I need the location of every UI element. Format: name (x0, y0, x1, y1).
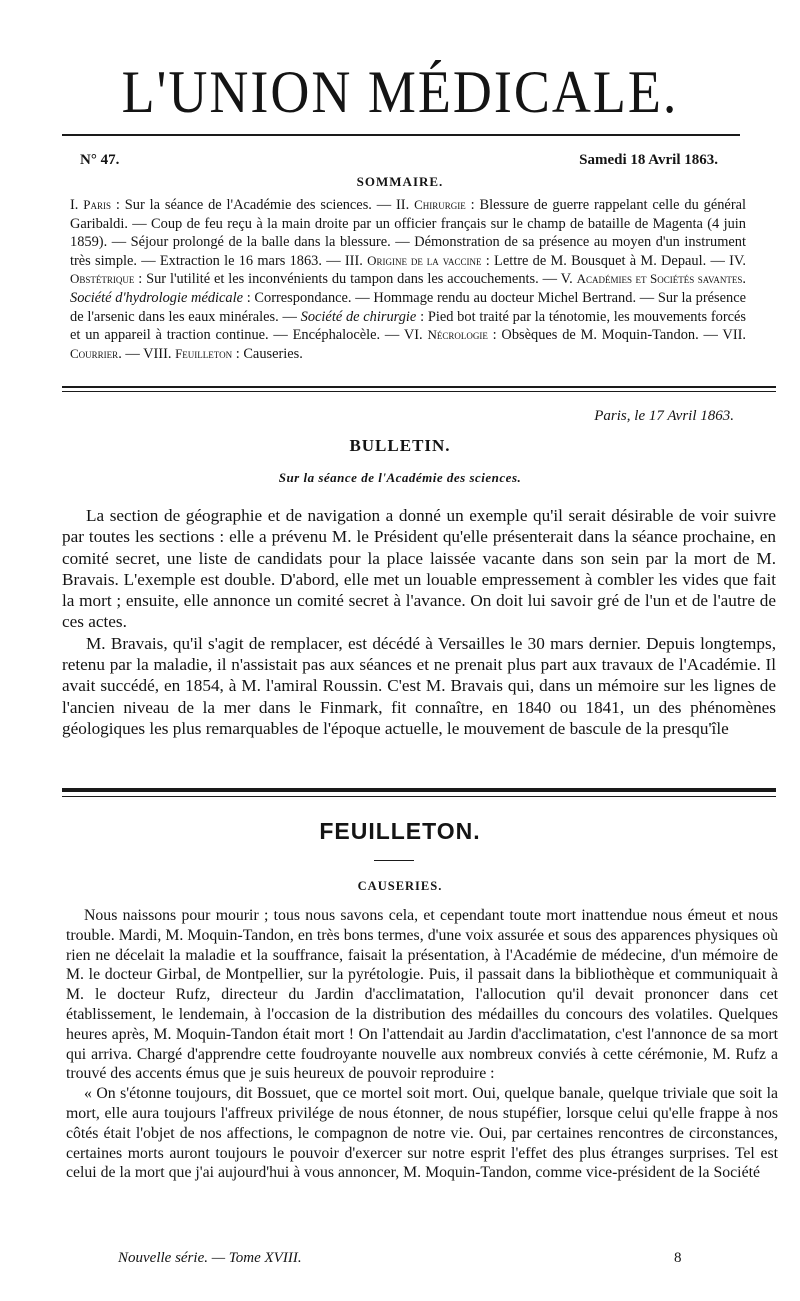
sommaire-heading: SOMMAIRE. (356, 174, 444, 189)
feuilleton-thick-rule (62, 788, 776, 792)
feuilleton-heading: FEUILLETON. (319, 818, 481, 844)
causeries-heading: CAUSERIES. (357, 879, 443, 893)
bulletin-body (62, 505, 776, 739)
masthead-rule (62, 134, 740, 136)
bulletin-subheading: Sur la séance de l'Académie des sciences. (278, 470, 522, 485)
sommaire-section-name: Feuilleton (175, 345, 233, 361)
feuilleton-short-rule (374, 860, 414, 861)
feuilleton-paragraph: « On s'étonne toujours, dit Bossuet, que ce mortel soit mort. Oui, quelque banale, quelque triviale que soit la mort, elle aura toujours l'affreux privilége de nous étonner, de nous stupéfier, lorsque celui qu'elle frappe à nos côtés était l'objet de nos affections, le compagnon de notre vie. Oui, par certaines rencontres de circonstances, certaines morts auront toujours le pouvoir d'exercer sur notre esprit l'effet des plus étranges surprises. Tel est celui de la mort que j'ai aujourd'hui à vous annoncer, M. Moquin-Tandon, comme vice-président de la Société (66, 1085, 778, 1182)
sommaire-section-name: Chirurgie (414, 197, 466, 212)
masthead-title: L'UNION MÉDICALE. (121, 58, 679, 126)
sommaire-part: : Obsèques de M. Moquin-Tandon. — VII. (487, 327, 746, 344)
sommaire-part: : Blessure de guerre rappelant celle du général Garibaldi. — Coup de feu reçu à la main droite par un officier français sur le champ de bataille de Magenta (4 juin 1859). — Séjour prolongé de la balle dans la blessure. — Démonstration de sa présence au moyen d'un instrument très simple. — Extraction le 16 mars 1863. — III. (70, 197, 746, 269)
bulletin-dateline: Paris, le 17 Avril 1863. (594, 408, 734, 424)
sommaire-part: I. (70, 197, 84, 213)
feuilleton-paragraph: Nous naissons pour mourir ; tous nous savons cela, et cependant toute mort inattendue nous émeut et nous trouble. Mardi, M. Moquin-Tandon, en très bons termes, d'une voix assurée et sous des apparences physiques où rien ne décelait la maladie et la souffrance, faisait la présentation, à l'Académie de médecine, d'un mémoire de M. le docteur Girbal, de Montpellier, sur la pyrétologie. Puis, il passait dans la bibliothèque et communiquait à M. le docteur Rufz, directeur du Jardin d'acclimatation, l'allocution qu'il devait prononcer dans cet établissement, le lendemain, à l'occasion de la distribution des médailles du concours des volatiles. Quelques heures après, M. Moquin-Tandon était mort ! On l'attendait au Jardin d'acclimatation, c'est l'annonce de sa mort qui arriva. Chargé d'apprendre cette foudroyante nouvelle aux nombreux conviés à cette cérémonie, M. Rufz a trouvé des accents émus que je suis heureux de pouvoir reproduire : (66, 907, 778, 1083)
sommaire-text (70, 196, 746, 363)
sommaire-part: : Causeries. (232, 345, 303, 362)
sommaire-part: : Lettre de M. Bousquet à M. Depaul. — IV. (481, 252, 747, 269)
sommaire-part: : Sur la séance de l'Académie des sciences. — II. (111, 197, 415, 213)
page-number: 8 (674, 1250, 682, 1266)
series-footer: Nouvelle série. — Tome XVIII. (118, 1250, 302, 1266)
sommaire-section-name: Origine de la vaccine (367, 252, 482, 268)
issue-number: N° 47. (80, 152, 120, 168)
sommaire-part: . — VIII. (118, 345, 176, 362)
feuilleton-body (66, 906, 778, 1183)
sommaire-section-name: Académies et Sociétés savantes (576, 271, 743, 287)
sommaire-part: . (742, 271, 747, 288)
sommaire-section-name: Courrier (70, 345, 119, 361)
sommaire-double-rule-top (62, 386, 776, 388)
sommaire-society-name: Société de chirurgie (300, 308, 417, 325)
bulletin-heading: BULLETIN. (349, 436, 451, 455)
issue-date: Samedi 18 Avril 1863. (579, 152, 718, 168)
sommaire-part: : Pied bot traité par la ténotomie, les mouvements forcés et un appareil à traction continue. — Encéphalocèle. — VI. (70, 308, 746, 344)
sommaire-society-name: Société d'hydrologie médicale (70, 289, 243, 306)
sommaire-section-name: Nécrologie (427, 327, 488, 343)
bulletin-paragraph: La section de géographie et de navigation a donné un exemple qu'il serait désirable de voir suivre par toutes les sections : elle a prévenu M. le Président qu'elle présenterait dans la séance prochaine, en comité secret, une liste de candidats pour la place laissée vacante dans son sein par la mort de M. Bravais. L'exemple est double. D'abord, elle met un louable empressement à combler les vides que fait la mort ; ensuite, elle annonce un comité secret à l'avance. On doit lui savoir gré de l'un et de l'autre de ces actes. (62, 506, 776, 632)
feuilleton-thin-rule (62, 796, 776, 797)
sommaire-section-name: Paris (83, 197, 112, 212)
sommaire-section-name: Obstétrique (70, 271, 135, 287)
sommaire-part: : Correspondance. — Hommage rendu au docteur Michel Bertrand. — Sur la présence de l'arsenic dans les eaux minérales. — (70, 289, 746, 325)
sommaire-part: : Sur l'utilité et les inconvénients du tampon dans les accouchements. — V. (134, 271, 577, 288)
bulletin-paragraph: M. Bravais, qu'il s'agit de remplacer, est décédé à Versailles le 30 mars dernier. Depuis longtemps, retenu par la maladie, il n'assistait pas aux séances et ne prenait plus part aux travaux de l'Académie. Il avait succédé, en 1854, à M. l'amiral Roussin. C'est M. Bravais qui, dans un mémoire sur les lignes de l'ancien niveau de la mer dans le Finmark, fit connaître, en 1840 ou 1841, un des phénomènes géologiques les plus remarquables de l'époque actuelle, le mouvement de bascule de la presqu'île (62, 633, 776, 738)
sommaire-double-rule-bottom (62, 391, 776, 392)
